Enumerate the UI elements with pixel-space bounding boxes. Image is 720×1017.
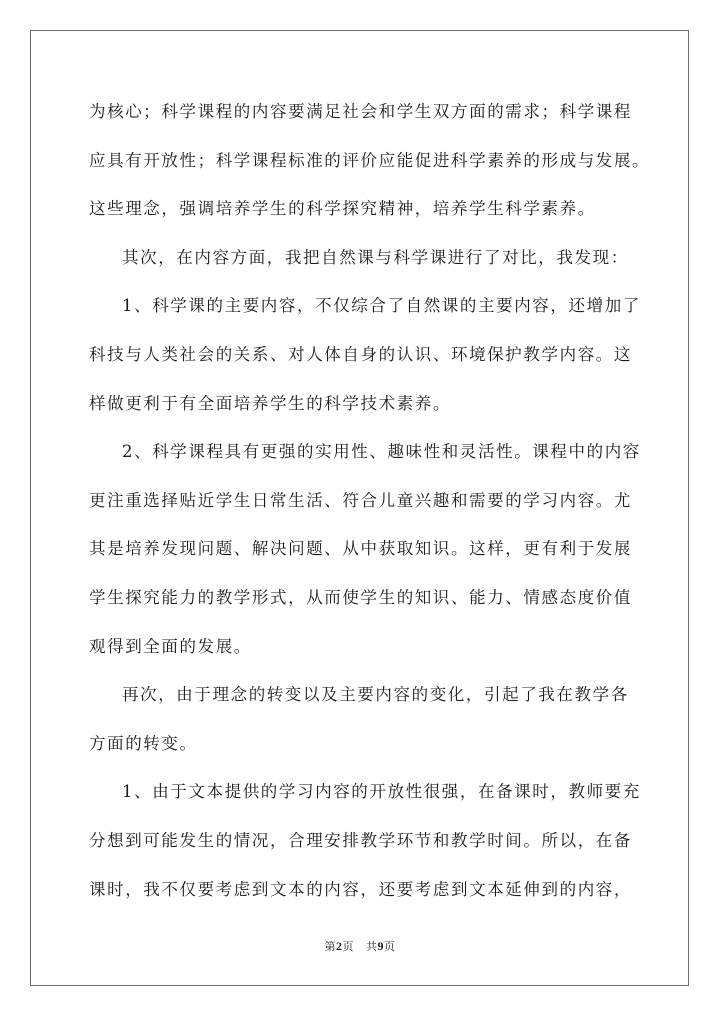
total-suffix: 页 [384, 940, 396, 953]
text-line: 分想到可能发生的情况，合理安排教学环节和教学时间。所以，在备 [89, 830, 632, 850]
text-line: 课时，我不仅要考虑到文本的内容，还要考虑到文本延伸到的内容， [89, 879, 632, 899]
text-line: 2、科学课程具有更强的实用性、趣味性和灵活性。课程中的内容 [122, 442, 641, 462]
text-line: 再次，由于理念的转变以及主要内容的变化，引起了我在教学各 [122, 685, 629, 705]
text-line: 科技与人类社会的关系、对人体自身的认识、环境保护教学内容。这 [89, 344, 632, 364]
text-line: 其次，在内容方面，我把自然课与科学课进行了对比，我发现： [122, 247, 629, 267]
text-line: 更注重选择贴近学生日常生活、符合儿童兴趣和需要的学习内容。尤 [89, 490, 632, 510]
total-prefix: 共 [366, 940, 378, 953]
page-footer [0, 938, 720, 954]
text-line: 样做更利于有全面培养学生的科学技术素养。 [89, 393, 451, 413]
text-line: 1、由于文本提供的学习内容的开放性很强，在备课时，教师要充 [122, 782, 641, 802]
text-line: 方面的转变。 [89, 733, 198, 753]
current-page-number: 2 [336, 939, 343, 953]
text-line: 其是培养发现问题、解决问题、从中获取知识。这样，更有利于发展 [89, 539, 632, 559]
text-line: 学生探究能力的教学形式，从而使学生的知识、能力、情感态度价值 [89, 587, 632, 607]
text-line: 观得到全面的发展。 [89, 636, 252, 656]
text-line: 这些理念，强调培养学生的科学探究精神，培养学生科学素养。 [89, 199, 596, 219]
page-prefix: 第 [324, 940, 336, 953]
total-pages-number: 9 [377, 939, 384, 953]
text-line: 为核心；科学课程的内容要满足社会和学生双方面的需求；科学课程 [89, 102, 632, 121]
text-line: 1、科学课的主要内容，不仅综合了自然课的主要内容，还增加了 [122, 296, 641, 316]
page-suffix: 页 [342, 940, 354, 953]
text-line: 应具有开放性；科学课程标准的评价应能促进科学素养的形成与发展。 [89, 150, 651, 170]
document-body [89, 92, 651, 918]
